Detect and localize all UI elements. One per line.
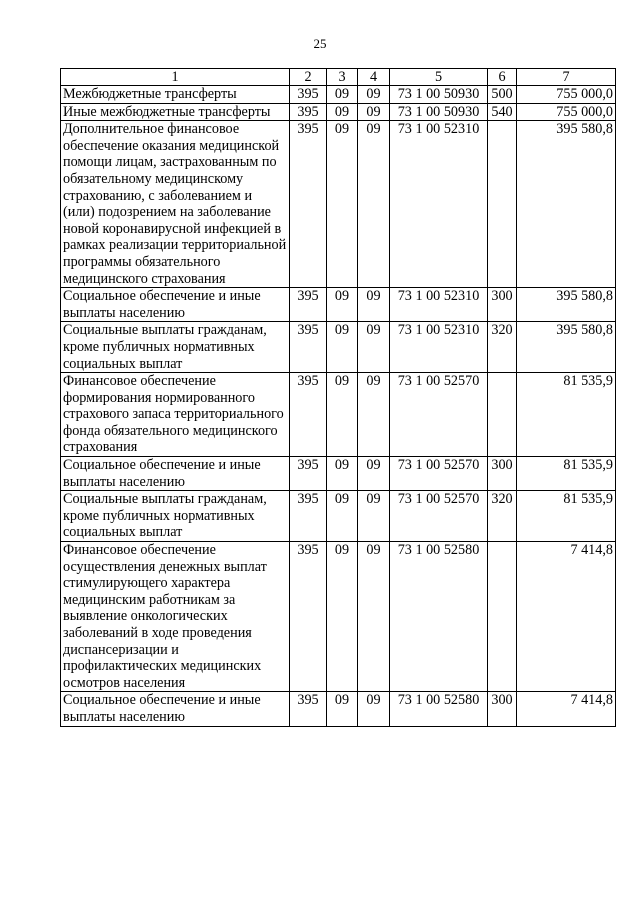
section-cell: 09 bbox=[327, 288, 358, 322]
subsection-cell: 09 bbox=[358, 121, 390, 288]
admin-code-cell: 395 bbox=[290, 457, 327, 491]
subsection-cell: 09 bbox=[358, 491, 390, 542]
header-cell: 2 bbox=[290, 69, 327, 86]
expense-type-cell: 500 bbox=[488, 86, 517, 104]
subsection-cell: 09 bbox=[358, 322, 390, 373]
table-row bbox=[61, 86, 616, 104]
budget-table bbox=[60, 68, 616, 727]
admin-code-cell: 395 bbox=[290, 542, 327, 692]
expense-type-cell: 320 bbox=[488, 322, 517, 373]
admin-code-cell: 395 bbox=[290, 692, 327, 726]
admin-code-cell: 395 bbox=[290, 373, 327, 457]
subsection-cell: 09 bbox=[358, 288, 390, 322]
target-article-cell: 73 1 00 52310 bbox=[390, 322, 488, 373]
amount-cell: 755 000,0 bbox=[517, 86, 616, 104]
expense-type-cell: 300 bbox=[488, 457, 517, 491]
table-row bbox=[61, 542, 616, 692]
section-cell: 09 bbox=[327, 491, 358, 542]
table-header bbox=[61, 69, 616, 86]
target-article-cell: 73 1 00 50930 bbox=[390, 86, 488, 104]
table-body bbox=[61, 86, 616, 727]
target-article-cell: 73 1 00 52580 bbox=[390, 692, 488, 726]
amount-cell: 395 580,8 bbox=[517, 322, 616, 373]
header-cell: 4 bbox=[358, 69, 390, 86]
expense-type-cell bbox=[488, 121, 517, 288]
table-row bbox=[61, 373, 616, 457]
admin-code-cell: 395 bbox=[290, 491, 327, 542]
table-row bbox=[61, 457, 616, 491]
table-row bbox=[61, 121, 616, 288]
subsection-cell: 09 bbox=[358, 86, 390, 104]
admin-code-cell: 395 bbox=[290, 103, 327, 121]
target-article-cell: 73 1 00 52570 bbox=[390, 457, 488, 491]
expense-type-cell: 300 bbox=[488, 692, 517, 726]
expense-type-cell bbox=[488, 373, 517, 457]
page-number: 25 bbox=[313, 36, 327, 51]
expense-type-cell: 320 bbox=[488, 491, 517, 542]
table-row bbox=[61, 692, 616, 726]
header-cell: 6 bbox=[488, 69, 517, 86]
admin-code-cell: 395 bbox=[290, 322, 327, 373]
header-cell: 7 bbox=[517, 69, 616, 86]
section-cell: 09 bbox=[327, 121, 358, 288]
row-name-cell: Социальное обеспечение и иные выплаты населению bbox=[61, 692, 290, 726]
row-name-cell: Социальные выплаты гражданам, кроме публичных нормативных социальных выплат bbox=[61, 491, 290, 542]
row-name-cell: Социальное обеспечение и иные выплаты населению bbox=[61, 457, 290, 491]
amount-cell: 81 535,9 bbox=[517, 373, 616, 457]
section-cell: 09 bbox=[327, 542, 358, 692]
target-article-cell: 73 1 00 50930 bbox=[390, 103, 488, 121]
amount-cell: 7 414,8 bbox=[517, 692, 616, 726]
target-article-cell: 73 1 00 52570 bbox=[390, 373, 488, 457]
amount-cell: 81 535,9 bbox=[517, 491, 616, 542]
section-cell: 09 bbox=[327, 457, 358, 491]
table-row bbox=[61, 491, 616, 542]
row-name-cell: Социальные выплаты гражданам, кроме публичных нормативных социальных выплат bbox=[61, 322, 290, 373]
admin-code-cell: 395 bbox=[290, 86, 327, 104]
header-cell: 1 bbox=[61, 69, 290, 86]
header-cell: 5 bbox=[390, 69, 488, 86]
row-name-cell: Межбюджетные трансферты bbox=[61, 86, 290, 104]
expense-type-cell: 300 bbox=[488, 288, 517, 322]
target-article-cell: 73 1 00 52310 bbox=[390, 121, 488, 288]
subsection-cell: 09 bbox=[358, 373, 390, 457]
amount-cell: 395 580,8 bbox=[517, 288, 616, 322]
target-article-cell: 73 1 00 52310 bbox=[390, 288, 488, 322]
table-row bbox=[61, 288, 616, 322]
row-name-cell: Финансовое обеспечение формирования нормированного страхового запаса территориального фонда обязательного медицинского страхования bbox=[61, 373, 290, 457]
amount-cell: 81 535,9 bbox=[517, 457, 616, 491]
expense-type-cell: 540 bbox=[488, 103, 517, 121]
row-name-cell: Социальное обеспечение и иные выплаты населению bbox=[61, 288, 290, 322]
admin-code-cell: 395 bbox=[290, 288, 327, 322]
section-cell: 09 bbox=[327, 692, 358, 726]
row-name-cell: Дополнительное финансовое обеспечение оказания медицинской помощи лицам, застрахованным по обязательному медицинскому страхованию, с заболеванием и (или) подозрением на заболевание новой коронавирусной инфекцией в рамках реализации территориальной программы обязательного медицинского страхования bbox=[61, 121, 290, 288]
section-cell: 09 bbox=[327, 103, 358, 121]
header-cell: 3 bbox=[327, 69, 358, 86]
admin-code-cell: 395 bbox=[290, 121, 327, 288]
amount-cell: 395 580,8 bbox=[517, 121, 616, 288]
subsection-cell: 09 bbox=[358, 542, 390, 692]
subsection-cell: 09 bbox=[358, 103, 390, 121]
header-row bbox=[61, 69, 616, 86]
table-row bbox=[61, 322, 616, 373]
target-article-cell: 73 1 00 52580 bbox=[390, 542, 488, 692]
amount-cell: 7 414,8 bbox=[517, 542, 616, 692]
target-article-cell: 73 1 00 52570 bbox=[390, 491, 488, 542]
row-name-cell: Финансовое обеспечение осуществления денежных выплат стимулирующего характера медицинским работникам за выявление онкологических заболеваний в ходе проведения диспансеризации и профилактических медицинских осмотров населения bbox=[61, 542, 290, 692]
row-name-cell: Иные межбюджетные трансферты bbox=[61, 103, 290, 121]
amount-cell: 755 000,0 bbox=[517, 103, 616, 121]
table-row bbox=[61, 103, 616, 121]
subsection-cell: 09 bbox=[358, 692, 390, 726]
expense-type-cell bbox=[488, 542, 517, 692]
section-cell: 09 bbox=[327, 322, 358, 373]
section-cell: 09 bbox=[327, 373, 358, 457]
section-cell: 09 bbox=[327, 86, 358, 104]
subsection-cell: 09 bbox=[358, 457, 390, 491]
